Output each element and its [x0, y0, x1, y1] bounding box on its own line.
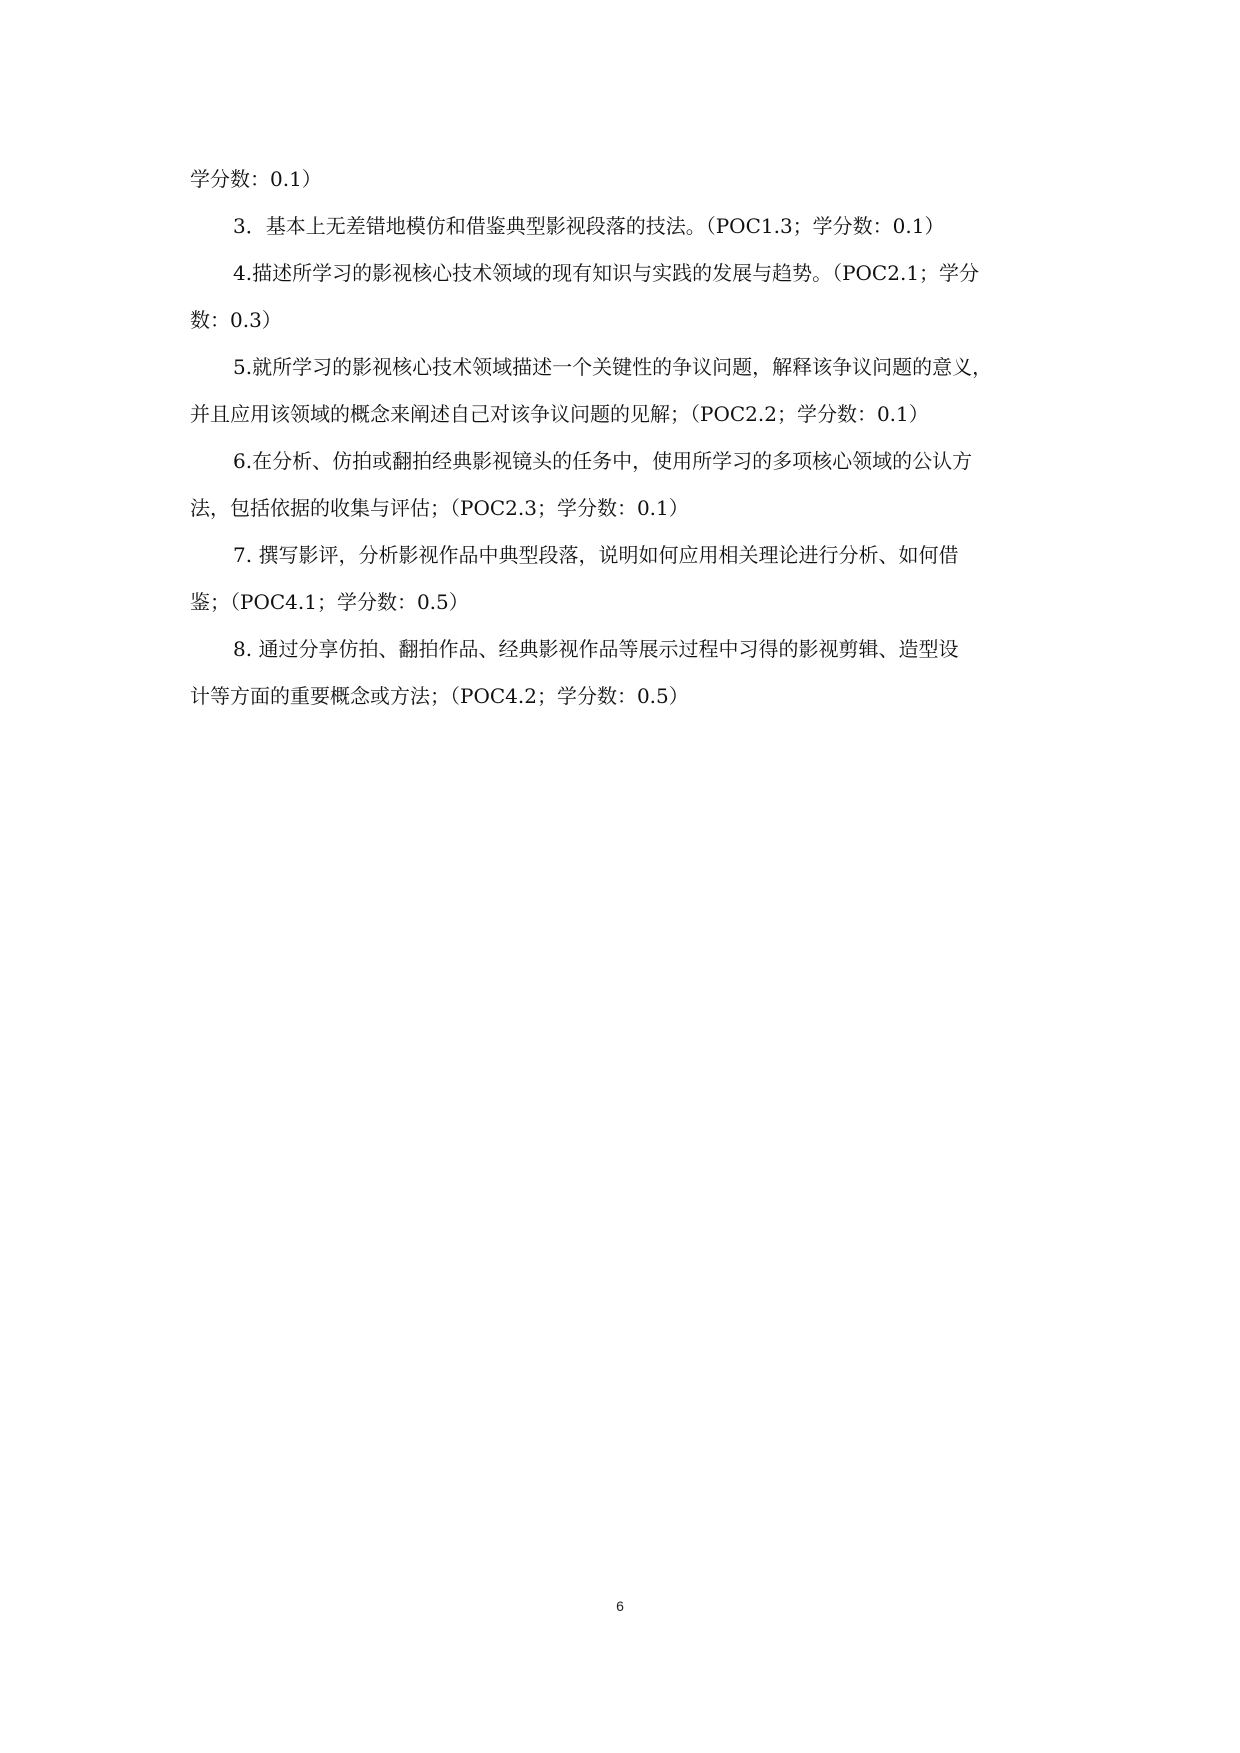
list-item-8: 8. 通过分享仿拍、翻拍作品、经典影视作品等展示过程中习得的影视剪辑、造型设: [233, 637, 959, 661]
list-item-3: 3．基本上无差错地模仿和借鉴典型影视段落的技法。（POC1.3；学分数：0.1）: [233, 214, 945, 238]
text-line: 法，包括依据的收集与评估；（POC2.3；学分数：0.1）: [190, 496, 689, 520]
list-item-5: 5.就所学习的影视核心技术领域描述一个关键性的争议问题，解释该争议问题的意义，: [233, 355, 993, 379]
list-item-6: 6.在分析、仿拍或翻拍经典影视镜头的任务中，使用所学习的多项核心领域的公认方: [233, 449, 973, 473]
page-number: 6: [616, 1598, 624, 1614]
text-line: 学分数：0.1）: [190, 167, 322, 191]
list-item-7: 7. 撰写影评，分析影视作品中典型段落，说明如何应用相关理论进行分析、如何借: [233, 543, 959, 567]
text-line: 计等方面的重要概念或方法；（POC4.2；学分数：0.5）: [190, 684, 689, 708]
text-line: 数：0.3）: [190, 308, 282, 332]
text-line: 鉴；（POC4.1；学分数：0.5）: [190, 590, 469, 614]
text-line: 并且应用该领域的概念来阐述自己对该争议问题的见解；（POC2.2；学分数：0.1）: [190, 402, 929, 426]
list-item-4: 4.描述所学习的影视核心技术领域的现有知识与实践的发展与趋势。（POC2.1；学分: [233, 261, 980, 285]
document-body: [190, 156, 1052, 720]
